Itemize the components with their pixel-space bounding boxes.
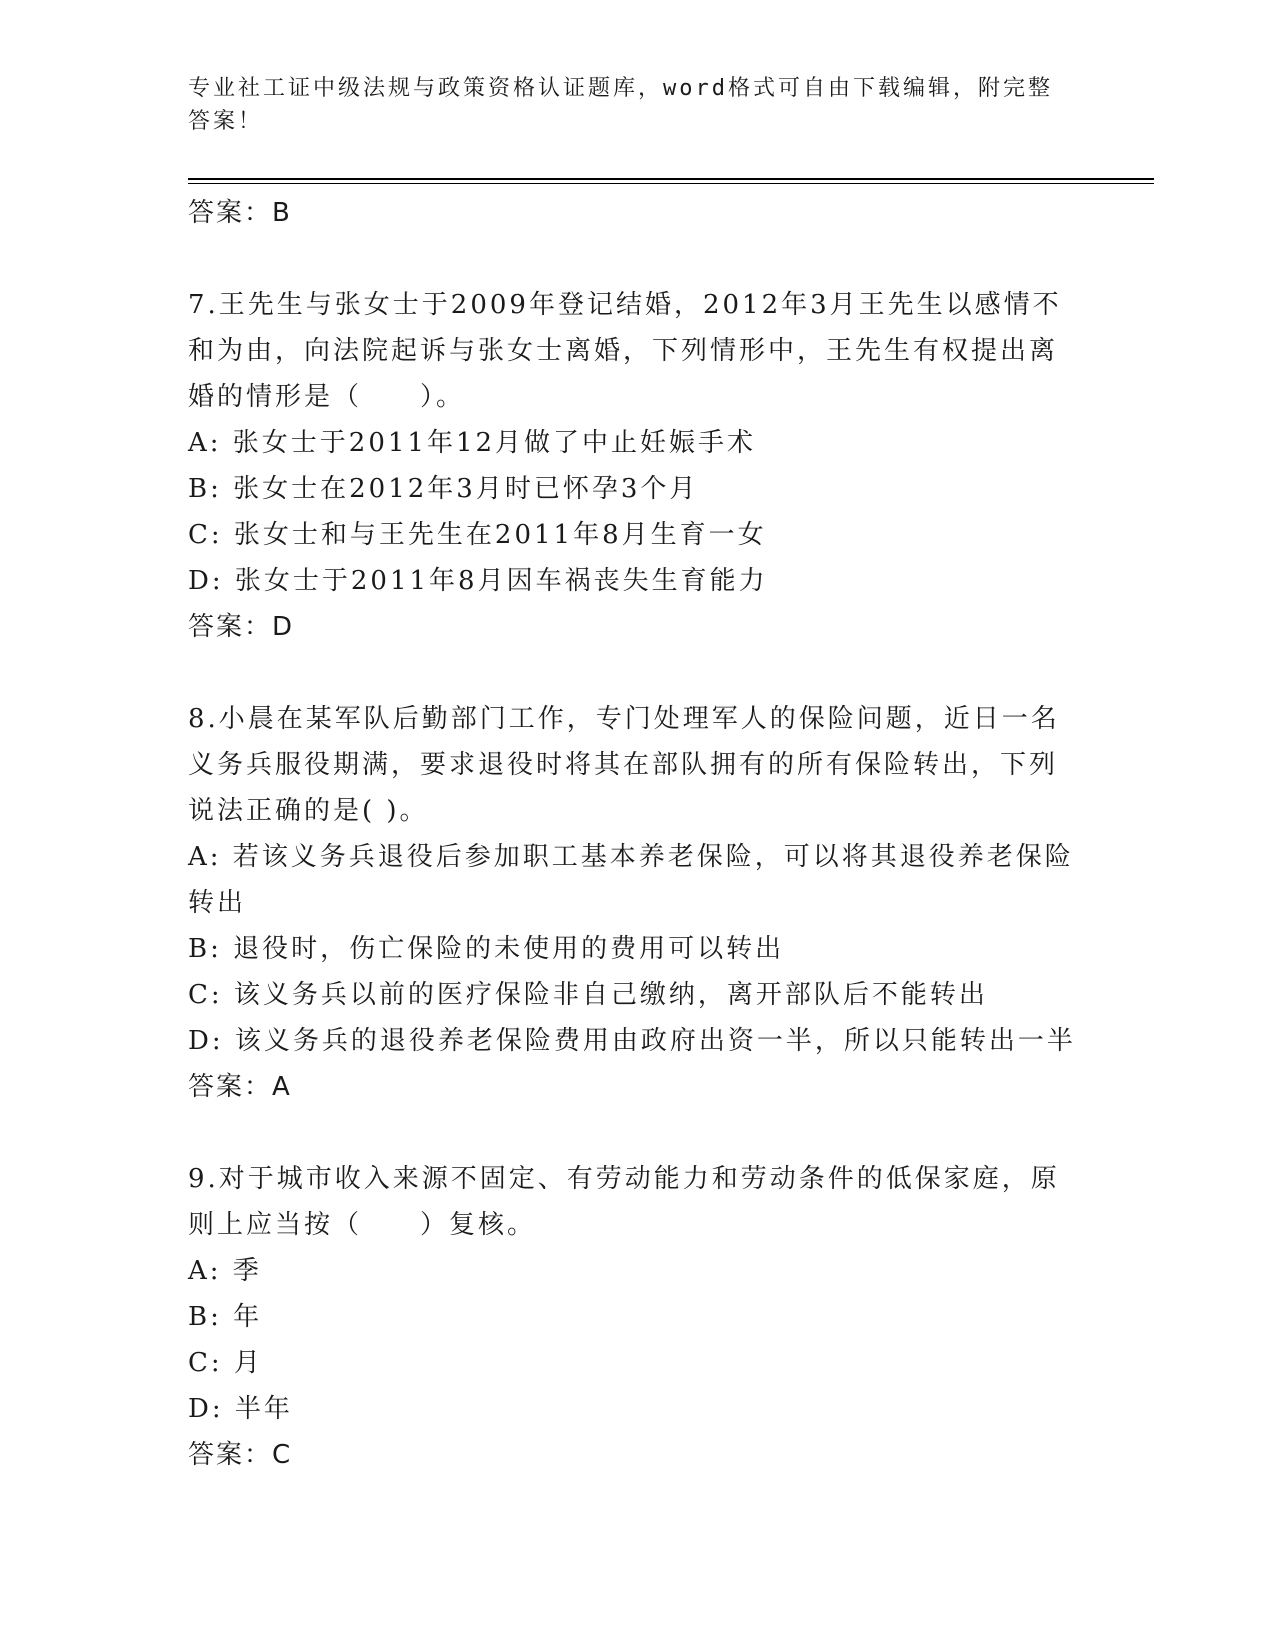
- question-8-option-b: B: 退役时，伤亡保险的未使用的费用可以转出: [188, 934, 785, 964]
- question-8-option-d: D: 该义务兵的退役养老保险费用由政府出资一半，所以只能转出一半: [188, 1026, 1076, 1056]
- answer-value: D: [272, 612, 295, 642]
- question-8-option-a: A: 若该义务兵退役后参加职工基本养老保险，可以将其退役养老保险转出: [188, 842, 1074, 918]
- answer-label: 答案：: [188, 198, 273, 228]
- question-7-option-c: C: 张女士和与王先生在2011年8月生育一女: [188, 520, 767, 550]
- answer-value: B: [272, 198, 292, 228]
- answer-label: 答案：: [188, 612, 273, 642]
- spacer: [188, 650, 1088, 696]
- header-rule-thin: [188, 183, 1154, 184]
- question-8-text: 8.小晨在某军队后勤部门工作，专门处理军人的保险问题，近日一名义务兵服役期满，要求退役时将其在部队拥有的所有保险转出，下列说法正确的是( )。: [188, 704, 1060, 826]
- question-7-option-d: D: 张女士于2011年8月因车祸丧失生育能力: [188, 566, 768, 596]
- question-7-option-a: A: 张女士于2011年12月做了中止妊娠手术: [188, 428, 757, 458]
- answer-label: 答案：: [188, 1440, 273, 1470]
- question-9-option-d: D: 半年: [188, 1394, 293, 1424]
- question-7-text: 7.王先生与张女士于2009年登记结婚，2012年3月王先生以感情不和为由，向法院起诉与张女士离婚，下列情形中，王先生有权提出离婚的情形是（ ）。: [188, 290, 1062, 412]
- question-9-text: 9.对于城市收入来源不固定、有劳动能力和劳动条件的低保家庭，原则上应当按（ ）复核。: [188, 1164, 1060, 1240]
- answer-value: C: [272, 1440, 293, 1470]
- answer-line-9: [188, 1432, 1088, 1478]
- answer-value: A: [272, 1072, 292, 1102]
- header-rule-thick: [188, 178, 1154, 180]
- question-9-option-a: A: 季: [188, 1256, 262, 1286]
- question-8-option-c: C: 该义务兵以前的医疗保险非自己缴纳，离开部队后不能转出: [188, 980, 988, 1010]
- question-9-option-c: C: 月: [188, 1348, 263, 1378]
- question-7-option-b: B: 张女士在2012年3月时已怀孕3个月: [188, 474, 699, 504]
- question-9-option-b: B: 年: [188, 1302, 263, 1332]
- answer-line-7: [188, 604, 1088, 650]
- answer-line-previous: [188, 190, 1088, 236]
- page-header: 专业社工证中级法规与政策资格认证题库，word格式可自由下载编辑，附完整答案！: [188, 76, 1053, 134]
- answer-label: 答案：: [188, 1072, 273, 1102]
- spacer: [188, 1110, 1088, 1156]
- spacer: [188, 236, 1088, 282]
- answer-line-8: [188, 1064, 1088, 1110]
- question-content: [188, 190, 1088, 1478]
